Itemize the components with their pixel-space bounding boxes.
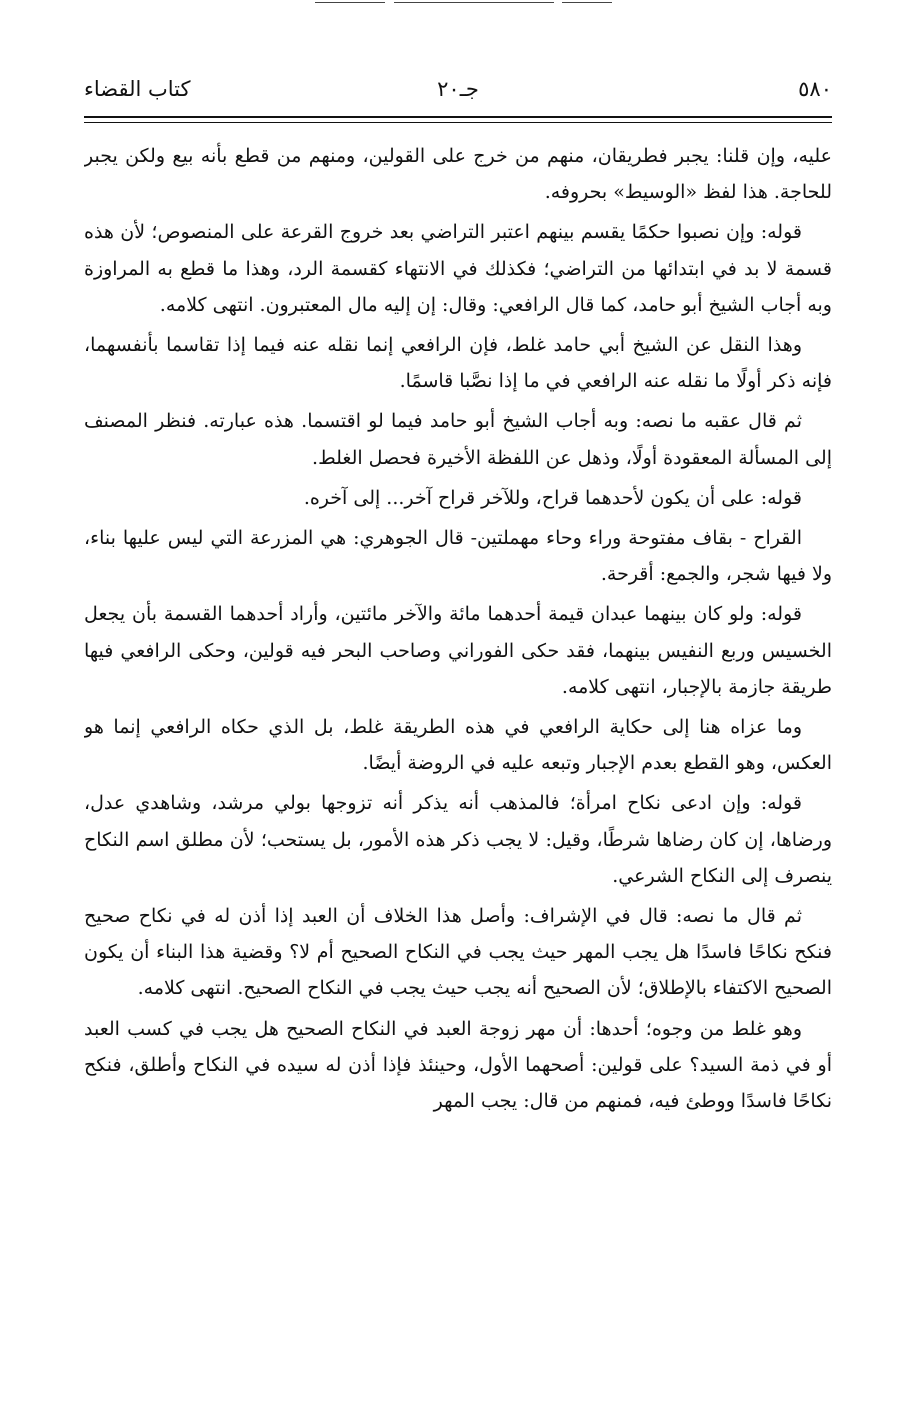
- page-header: [84, 72, 832, 112]
- paragraph: وما عزاه هنا إلى حكاية الرافعي في هذه الطريقة غلط، بل الذي حكاه الرافعي إنما هو العكس، وهو القطع بعدم الإجبار وتبعه عليه في الروضة أيضًا.: [84, 716, 832, 775]
- paragraph: قوله: وإن نصبوا حكمًا يقسم بينهم اعتبر التراضي بعد خروج القرعة على المنصوص؛ لأن هذه قسمة لا بد في ابتدائها من التراضي؛ فكذلك في الانتهاء كقسمة الرد، وهذا ما قطع به المراوزة وبه أجاب الشيخ أبو حامد، كما قال الرافعي: وقال: إن إليه مال المعتبرون. انتهى كلامه.: [84, 221, 832, 316]
- page-body: [84, 138, 832, 1378]
- header-rule-thin: [84, 122, 832, 123]
- paragraph: وهو غلط من وجوه؛ أحدها: أن مهر زوجة العبد في النكاح الصحيح هل يجب في كسب العبد أو في ذمة السيد؟ على قولين: أصحهما الأول، وحينئذ فإذا أذن له سيده في النكاح وأطلق، فنكح نكاحًا فاسدًا ووطئ فيه، فمنهم من قال: يجب المهر: [84, 1017, 832, 1113]
- header-rule: [84, 116, 832, 118]
- paragraph: عليه، وإن قلنا: يجبر فطريقان، منهم من خرج على القولين، ومنهم من قطع بأنه بيع ولكن يجبر للحاجة. هذا لفظ «الوسيط» بحروفه.: [84, 145, 832, 204]
- top-rule: [562, 2, 612, 3]
- paragraph: ثم قال ما نصه: قال في الإشراف: وأصل هذا الخلاف أن العبد إذا أذن له في نكاح صحيح فنكح نكاحًا فاسدًا هل يجب المهر حيث يجب في النكاح الصحيح أم لا؟ وقضية هذا البناء أن يكون الصحيح الاكتفاء بالإطلاق؛ لأن الصحيح أنه يجب حيث يجب في النكاح الصحيح. انتهى كلامه.: [84, 905, 832, 1000]
- top-rule: [315, 2, 385, 3]
- paragraph: قوله: على أن يكون لأحدهما قراح، وللآخر قراح آخر... إلى آخره.: [303, 486, 802, 509]
- top-rule: [394, 2, 554, 3]
- paragraph: قوله: وإن ادعى نكاح امرأة؛ فالمذهب أنه يذكر أنه تزوجها بولي مرشد، وشاهدي عدل، ورضاها، إن كان رضاها شرطًا، وقيل: لا يجب ذكر هذه الأمور، بل يستحب؛ لأن مطلق اسم النكاح ينصرف إلى النكاح الشرعي.: [84, 792, 832, 887]
- paragraph: القراح - بقاف مفتوحة وراء وحاء مهملتين- قال الجوهري: هي المزرعة التي ليس عليها بناء، ولا فيها شجر، والجمع: أقرحة.: [84, 527, 832, 586]
- paragraph: وهذا النقل عن الشيخ أبي حامد غلط، فإن الرافعي إنما نقله عنه فيما إذا تقاسما بأنفسهما، فإنه ذكر أولًا ما نقله عنه الرافعي في ما إذا نصَّبا قاسمًا.: [84, 334, 832, 393]
- volume-label: جـ٢٠: [437, 77, 479, 101]
- book-title: كتاب القضاء: [84, 77, 191, 101]
- page-number: ٥٨٠: [798, 77, 832, 101]
- paragraph: قوله: ولو كان بينهما عبدان قيمة أحدهما مائة والآخر مائتين، وأراد أحدهما القسمة بأن يجعل الخسيس وربع النفيس بينهما، فقد حكى الفوراني وصاحب البحر فيه قولين، وحكى الرافعي فيها طريقة جازمة بالإجبار، انتهى كلامه.: [84, 603, 832, 698]
- paragraph: ثم قال عقبه ما نصه: وبه أجاب الشيخ أبو حامد فيما لو اقتسما. هذه عبارته. فنظر المصنف إلى المسألة المعقودة أولًا، وذهل عن اللفظة الأخيرة فحصل الغلط.: [84, 410, 832, 469]
